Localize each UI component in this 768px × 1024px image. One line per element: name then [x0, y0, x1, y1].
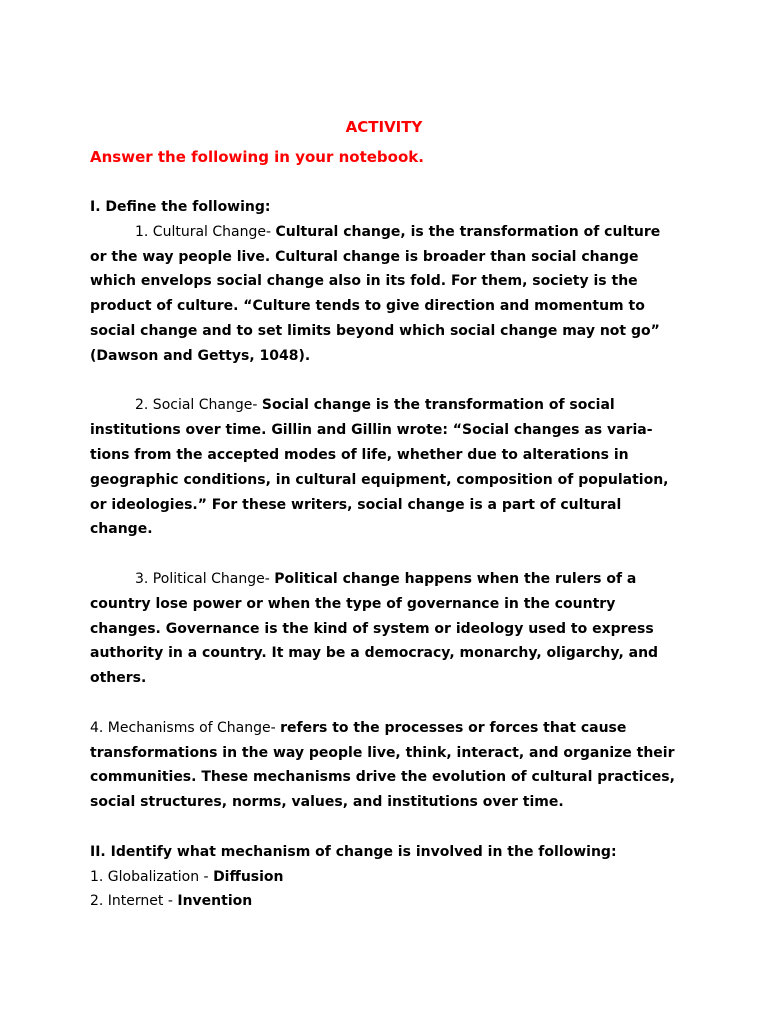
identify-item-internet	[90, 889, 678, 914]
identify-prompt: 1. Globalization -	[90, 868, 214, 885]
document-title: ACTIVITY	[345, 118, 423, 136]
definition-item-cultural-change	[90, 220, 678, 369]
definition-term: 1. Cultural Change-	[135, 223, 276, 240]
identify-answer: Invention	[177, 893, 253, 910]
definition-term: 3. Political Change-	[135, 570, 275, 587]
definition-term: 4. Mechanisms of Change-	[90, 719, 281, 736]
definition-term: 2. Social Change-	[135, 397, 262, 414]
definition-item-mechanisms-of-change	[90, 716, 678, 815]
section-2-heading: II. Identify what mechanism of change is involved in the following:	[90, 843, 617, 860]
identify-answer: Diffusion	[213, 868, 284, 885]
definition-text: Social change is the transformation of social institutions over time. Gillin and Gillin wrote: “Social changes as varia-tions from the accepted modes of life, whether due to alterations in geographic conditions, in cultural equipment, composition of population, or ideologies.” For these writers, social change is a part of cultural change.	[90, 397, 669, 538]
definition-item-political-change	[90, 567, 678, 691]
definition-item-social-change	[90, 393, 678, 542]
section-1-heading: I. Define the following:	[90, 199, 271, 215]
definition-text: Political change happens when the rulers of a country lose power or when the type of governance in the country changes. Governance is the kind of system or ideology used to express authority in a country. It may be a democracy, monarchy, oligarchy, and others.	[90, 570, 659, 687]
definition-text: Cultural change, is the transformation of culture or the way people live. Cultural change is broader than social change which envelops social change also in its fold. For them, society is the product of culture. “Culture tends to give direction and momentum to social change and to set limits beyond which social change may not go” (Dawson and Gettys, 1048).	[90, 223, 661, 364]
instruction-text: Answer the following in your notebook.	[90, 148, 424, 166]
identify-prompt: 2. Internet -	[90, 893, 178, 910]
definition-text: refers to the processes or forces that cause transformations in the way people live, think, interact, and organize their communities. These mechanisms drive the evolution of cultural practices, social structures, norms, values, and institutions over time.	[90, 719, 675, 811]
identify-item-globalization	[90, 865, 678, 890]
